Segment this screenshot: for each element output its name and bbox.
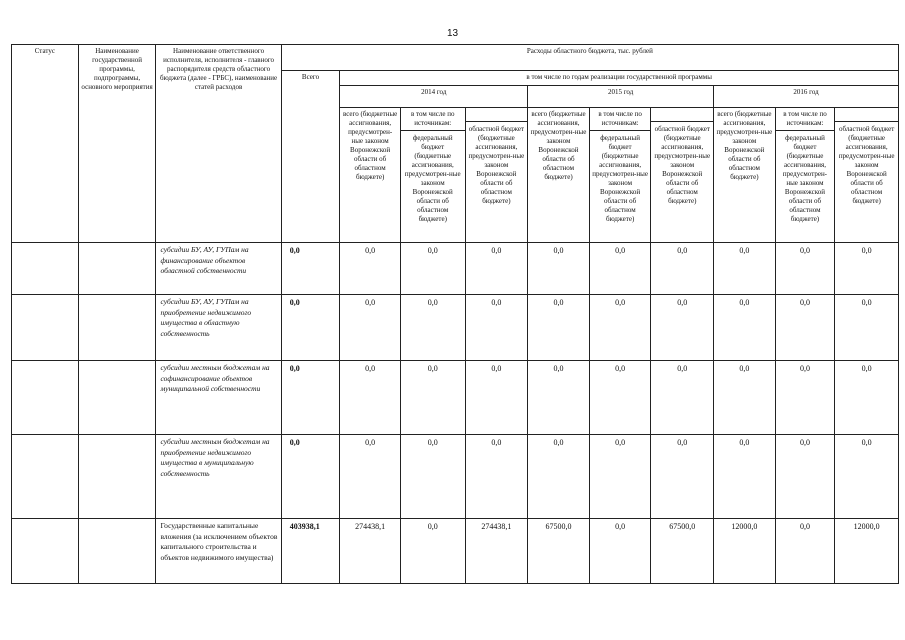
header-by-sources: в том числе по источникам: bbox=[410, 110, 455, 127]
table-row bbox=[12, 435, 899, 519]
status-cell bbox=[12, 243, 79, 295]
status-cell bbox=[12, 519, 79, 584]
value-cell: 67500,0 bbox=[651, 519, 714, 584]
value-cell: 0,0 bbox=[340, 435, 401, 519]
value-cell: 0,0 bbox=[589, 435, 651, 519]
total-value: 0,0 bbox=[281, 295, 340, 361]
value-cell: 0,0 bbox=[775, 519, 835, 584]
value-cell: 274438,1 bbox=[340, 519, 401, 584]
value-cell: 0,0 bbox=[714, 295, 776, 361]
program-cell bbox=[78, 361, 156, 435]
value-cell: 12000,0 bbox=[835, 519, 899, 584]
header-year-2014: 2014 год bbox=[340, 86, 528, 108]
value-cell: 0,0 bbox=[651, 295, 714, 361]
row-label: субсидии местным бюджетам на приобретение недвижимого имущества в муниципальную собственность bbox=[156, 435, 281, 519]
value-cell: 0,0 bbox=[651, 361, 714, 435]
header-year-2016: 2016 год bbox=[714, 86, 899, 108]
value-cell: 0,0 bbox=[340, 295, 401, 361]
value-cell: 0,0 bbox=[714, 361, 776, 435]
header-by-years: в том числе по годам реализации государственной программы bbox=[340, 71, 899, 86]
header-total: Всего bbox=[281, 71, 340, 243]
table-row bbox=[12, 243, 899, 295]
table-row bbox=[12, 361, 899, 435]
header-federal-label: федеральный бюджет (бюджетные ассигнования, предусмотрен-ные законом Воронежской области об областном бюджете) bbox=[404, 134, 461, 223]
header-year-2015: 2015 год bbox=[528, 86, 714, 108]
header-2015-federal: в том числе по источникам: федеральный бюджет (бюджетные ассигнования, предусмотрен-ные законом Воронежской области об областном бюджете) bbox=[589, 108, 651, 243]
value-cell: 0,0 bbox=[465, 435, 528, 519]
header-executor: Наименование ответственного исполнителя, исполнителя - главного распорядителя средств областного бюджета (далее - ГРБС), наименование статей расходов bbox=[156, 45, 281, 243]
header-2014-total: всего (бюджетные ассигнования, предусмотрен-ные законом Воронежской области об областном бюджете) bbox=[340, 108, 401, 243]
value-cell: 12000,0 bbox=[714, 519, 776, 584]
row-label: субсидии БУ, АУ, ГУПам на приобретение недвижимого имущества в областную собственность bbox=[156, 295, 281, 361]
value-cell: 0,0 bbox=[835, 361, 899, 435]
header-2015-regional: областной бюджет (бюджетные ассигнования, предусмотрен-ные законом Воронежской области об областном бюджете) bbox=[651, 108, 714, 243]
page-number: 13 bbox=[446, 28, 459, 39]
value-cell: 0,0 bbox=[714, 243, 776, 295]
value-cell: 0,0 bbox=[589, 519, 651, 584]
table-row bbox=[12, 519, 899, 584]
value-cell: 0,0 bbox=[400, 361, 465, 435]
value-cell: 0,0 bbox=[465, 243, 528, 295]
value-cell: 0,0 bbox=[835, 295, 899, 361]
value-cell: 0,0 bbox=[589, 295, 651, 361]
value-cell: 0,0 bbox=[528, 243, 590, 295]
program-cell bbox=[78, 243, 156, 295]
value-cell: 0,0 bbox=[651, 243, 714, 295]
value-cell: 0,0 bbox=[775, 435, 835, 519]
value-cell: 0,0 bbox=[400, 435, 465, 519]
program-cell bbox=[78, 435, 156, 519]
header-2014-regional: областной бюджет (бюджетные ассигнования, предусмотрен-ные законом Воронежской области об областном бюджете) bbox=[465, 108, 528, 243]
header-expenses: Расходы областного бюджета, тыс. рублей bbox=[281, 45, 898, 71]
value-cell: 0,0 bbox=[835, 435, 899, 519]
value-cell: 0,0 bbox=[465, 295, 528, 361]
status-cell bbox=[12, 435, 79, 519]
value-cell: 0,0 bbox=[775, 361, 835, 435]
value-cell: 0,0 bbox=[400, 295, 465, 361]
value-cell: 0,0 bbox=[775, 243, 835, 295]
value-cell: 0,0 bbox=[465, 361, 528, 435]
header-2015-total: всего (бюджетные ассигнования, предусмотрен-ные законом Воронежской области об областном бюджете) bbox=[528, 108, 590, 243]
total-value: 0,0 bbox=[281, 243, 340, 295]
budget-table bbox=[11, 44, 899, 584]
value-cell: 0,0 bbox=[589, 361, 651, 435]
total-value: 0,0 bbox=[281, 361, 340, 435]
value-cell: 274438,1 bbox=[465, 519, 528, 584]
table-row bbox=[12, 295, 899, 361]
header-2016-total: всего (бюджетные ассигнования, предусмотрен-ные законом Воронежской области об областном бюджете) bbox=[714, 108, 776, 243]
value-cell: 0,0 bbox=[714, 435, 776, 519]
header-2014-federal bbox=[400, 108, 465, 243]
row-label: Государственные капитальные вложения (за исключением объектов капитального строительства и объектов недвижимого имущества) bbox=[156, 519, 281, 584]
value-cell: 0,0 bbox=[651, 435, 714, 519]
row-label: субсидии местным бюджетам на софинансирование объектов муниципальной собственности bbox=[156, 361, 281, 435]
status-cell bbox=[12, 361, 79, 435]
header-2016-federal: в том числе по источникам: федеральный бюджет (бюджетные ассигнования, предусмотрен-ные законом Воронежской области об областном бюджете) bbox=[775, 108, 835, 243]
program-cell bbox=[78, 295, 156, 361]
value-cell: 0,0 bbox=[340, 243, 401, 295]
total-value: 0,0 bbox=[281, 435, 340, 519]
row-label: субсидии БУ, АУ, ГУПам на финансирование объектов областной собственности bbox=[156, 243, 281, 295]
program-cell bbox=[78, 519, 156, 584]
value-cell: 0,0 bbox=[589, 243, 651, 295]
header-2016-regional: областной бюджет (бюджетные ассигнования, предусмотрен-ные законом Воронежской области об областном бюджете) bbox=[835, 108, 899, 243]
value-cell: 0,0 bbox=[340, 361, 401, 435]
value-cell: 0,0 bbox=[400, 243, 465, 295]
value-cell: 0,0 bbox=[528, 361, 590, 435]
header-program-name: Наименование государственной программы, подпрограммы, основного мероприятия bbox=[78, 45, 156, 243]
value-cell: 0,0 bbox=[775, 295, 835, 361]
header-status: Статус bbox=[12, 45, 79, 243]
value-cell: 0,0 bbox=[528, 435, 590, 519]
value-cell: 67500,0 bbox=[528, 519, 590, 584]
value-cell: 0,0 bbox=[835, 243, 899, 295]
value-cell: 0,0 bbox=[528, 295, 590, 361]
value-cell: 0,0 bbox=[400, 519, 465, 584]
total-value: 403938,1 bbox=[281, 519, 340, 584]
status-cell bbox=[12, 295, 79, 361]
